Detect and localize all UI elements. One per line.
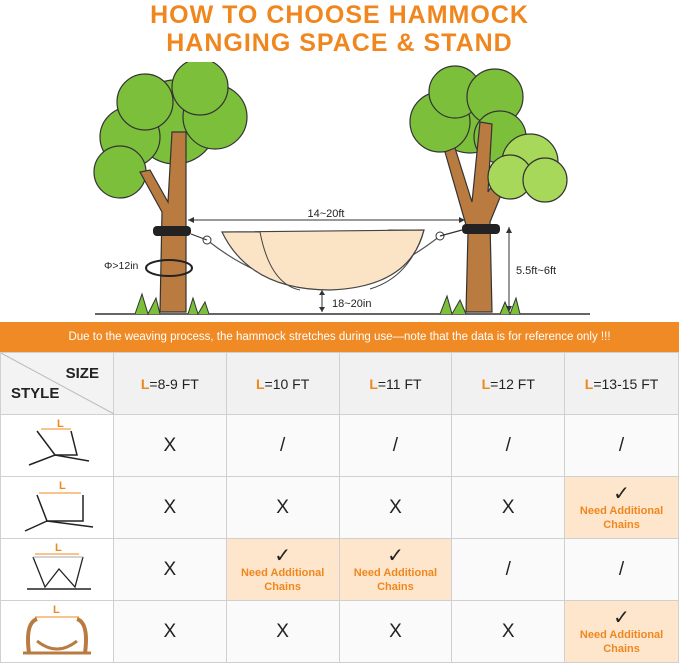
- table-cell: X: [113, 601, 226, 663]
- size-heading: SIZE: [65, 365, 99, 382]
- stand-style-1-icon: [1, 415, 114, 477]
- header-col-3: L=11 FT: [339, 353, 452, 415]
- table-row: [1, 415, 679, 477]
- table-cell: X: [452, 601, 565, 663]
- corner-diagonal: [1, 353, 114, 414]
- table-cell-note: ✓ Need Additional Chains: [565, 477, 679, 539]
- stand-style-3-icon: [1, 539, 114, 601]
- title-line-2: HANGING SPACE & STAND: [166, 29, 513, 57]
- hammock-illustration: [0, 62, 679, 322]
- span-label: 14~20ft: [307, 208, 345, 220]
- stand-style-4-icon: [1, 601, 114, 663]
- svg-text:L: L: [58, 480, 66, 492]
- table-cell: X: [339, 601, 452, 663]
- stand-style-2-icon: [1, 477, 114, 539]
- table-cell: X: [113, 415, 226, 477]
- table-cell: /: [452, 539, 565, 601]
- svg-text:L: L: [54, 542, 62, 554]
- table-cell-note: ✓ Need Additional Chains: [339, 539, 452, 601]
- table-cell: /: [565, 415, 679, 477]
- ground-clearance-label: 18~20in: [332, 298, 372, 310]
- table-row: [1, 601, 679, 663]
- height-label: 5.5ft~6ft: [516, 265, 557, 277]
- table-row: [1, 477, 679, 539]
- table-cell-note: ✓ Need Additional Chains: [226, 539, 339, 601]
- table-cell: X: [226, 601, 339, 663]
- header-col-5: L=13-15 FT: [565, 353, 679, 415]
- svg-text:L: L: [52, 604, 60, 616]
- table-cell: /: [339, 415, 452, 477]
- header-col-4: L=12 FT: [452, 353, 565, 415]
- table-cell: X: [113, 477, 226, 539]
- table-cell: X: [339, 477, 452, 539]
- size-style-table: [0, 352, 679, 663]
- title-line-1: HOW TO CHOOSE HAMMOCK: [150, 1, 529, 29]
- style-heading: STYLE: [11, 385, 60, 402]
- svg-text:L: L: [56, 418, 64, 430]
- table-corner: [1, 353, 114, 415]
- table-cell: /: [226, 415, 339, 477]
- reference-banner: Due to the weaving process, the hammock stretches during use—note that the data is for reference only !!!: [0, 322, 679, 352]
- table-cell: X: [452, 477, 565, 539]
- table-cell: X: [226, 477, 339, 539]
- header-col-2: L=10 FT: [226, 353, 339, 415]
- table-header-row: [1, 353, 679, 415]
- table-cell-note: ✓ Need Additional Chains: [565, 601, 679, 663]
- header-col-1: L=8-9 FT: [113, 353, 226, 415]
- table-cell: /: [565, 539, 679, 601]
- table-cell: /: [452, 415, 565, 477]
- table-cell: X: [113, 539, 226, 601]
- diameter-label: Φ>12in: [104, 260, 139, 272]
- table-row: [1, 539, 679, 601]
